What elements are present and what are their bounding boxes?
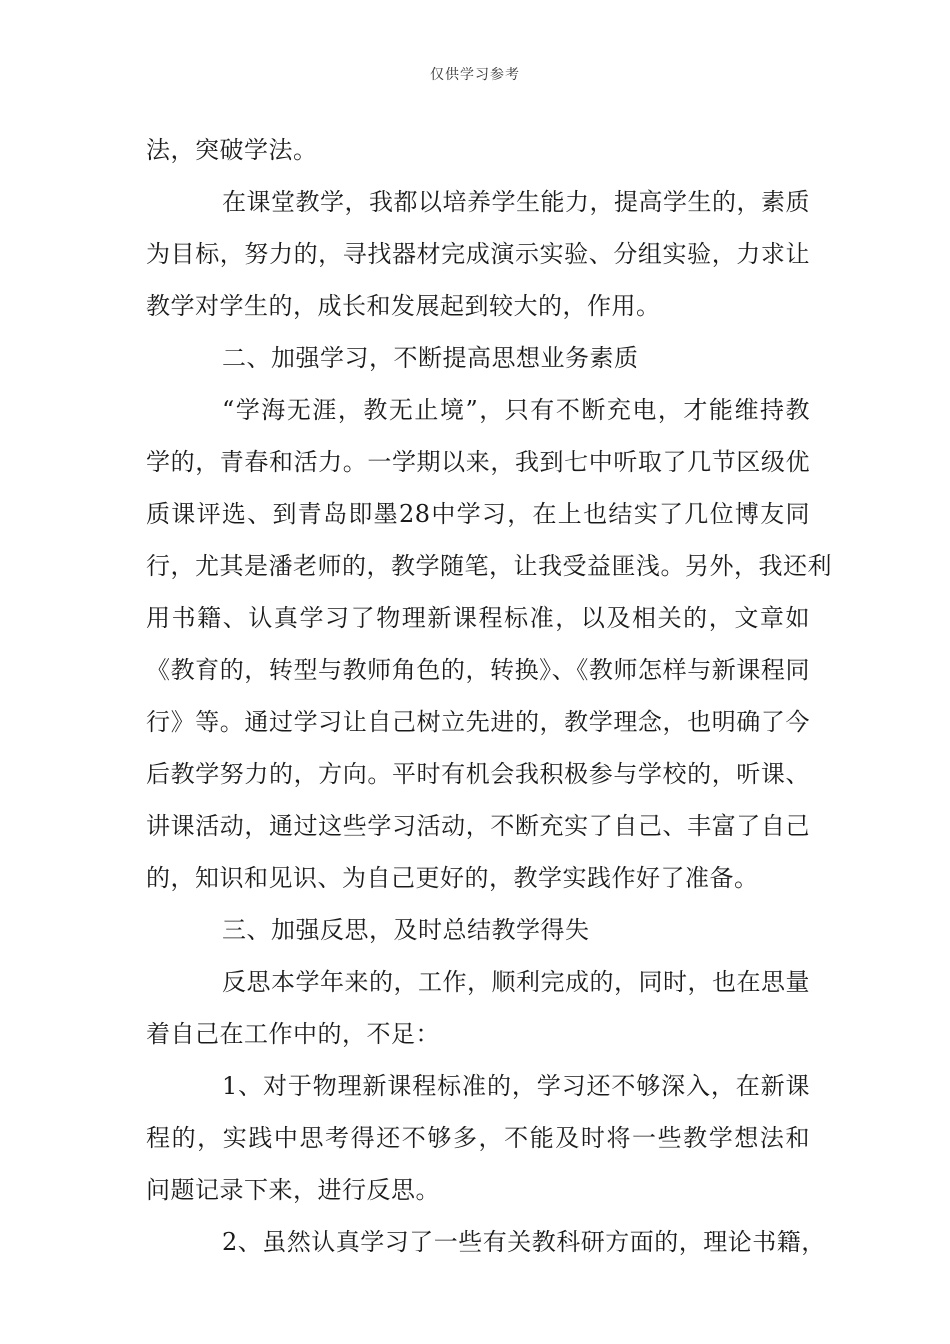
text-line: 用书籍、认真学习了物理新课程标准，以及相关的，文章如 (146, 604, 810, 632)
text-line: 在课堂教学，我都以培养学生能力，提高学生的，素质 (222, 188, 810, 216)
text-line: 教学对学生的，成长和发展起到较大的，作用。 (146, 292, 661, 320)
text-line: “学海无涯，教无止境”，只有不断充电，才能维持教 (222, 396, 810, 424)
text-line: 《教育的，转型与教师角色的，转换》、《教师怎样与新课程同 (146, 656, 810, 684)
text-line: 法，突破学法。 (146, 136, 318, 164)
text-line: 反思本学年来的，工作，顺利完成的，同时，也在思量 (222, 968, 810, 996)
text-line: 问题记录下来，进行反思。 (146, 1176, 440, 1204)
text-line: 学的，青春和活力。一学期以来，我到七中听取了几节区级优 (146, 448, 810, 476)
text-line: 行，尤其是潘老师的，教学随笔，让我受益匪浅。另外，我还利 (146, 552, 832, 580)
page-header: 仅供学习参考 (430, 67, 520, 83)
text-line: 三、加强反思，及时总结教学得失 (222, 916, 590, 944)
text-line: 二、加强学习，不断提高思想业务素质 (222, 344, 639, 372)
text-line: 后教学努力的，方向。平时有机会我积极参与学校的，听课、 (146, 760, 810, 788)
text-line: 讲课活动，通过这些学习活动，不断充实了自己、丰富了自己 (146, 812, 810, 840)
text-line: 的，知识和见识、为自己更好的，教学实践作好了准备。 (146, 864, 759, 892)
text-line: 为目标，努力的，寻找器材完成演示实验、分组实验，力求让 (146, 240, 810, 268)
text-line: 程的，实践中思考得还不够多，不能及时将一些教学想法和 (146, 1124, 810, 1152)
text-line: 行》等。通过学习让自己树立先进的，教学理念，也明确了今 (146, 708, 810, 736)
document-body (146, 124, 832, 1268)
text-line: 2、虽然认真学习了一些有关教科研方面的，理论书籍， (222, 1228, 826, 1256)
text-line: 1、对于物理新课程标准的，学习还不够深入，在新课 (222, 1072, 810, 1100)
text-line: 质课评选、到青岛即墨28中学习，在上也结实了几位博友同 (146, 500, 810, 528)
text-line: 着自己在工作中的，不足： (146, 1020, 440, 1048)
